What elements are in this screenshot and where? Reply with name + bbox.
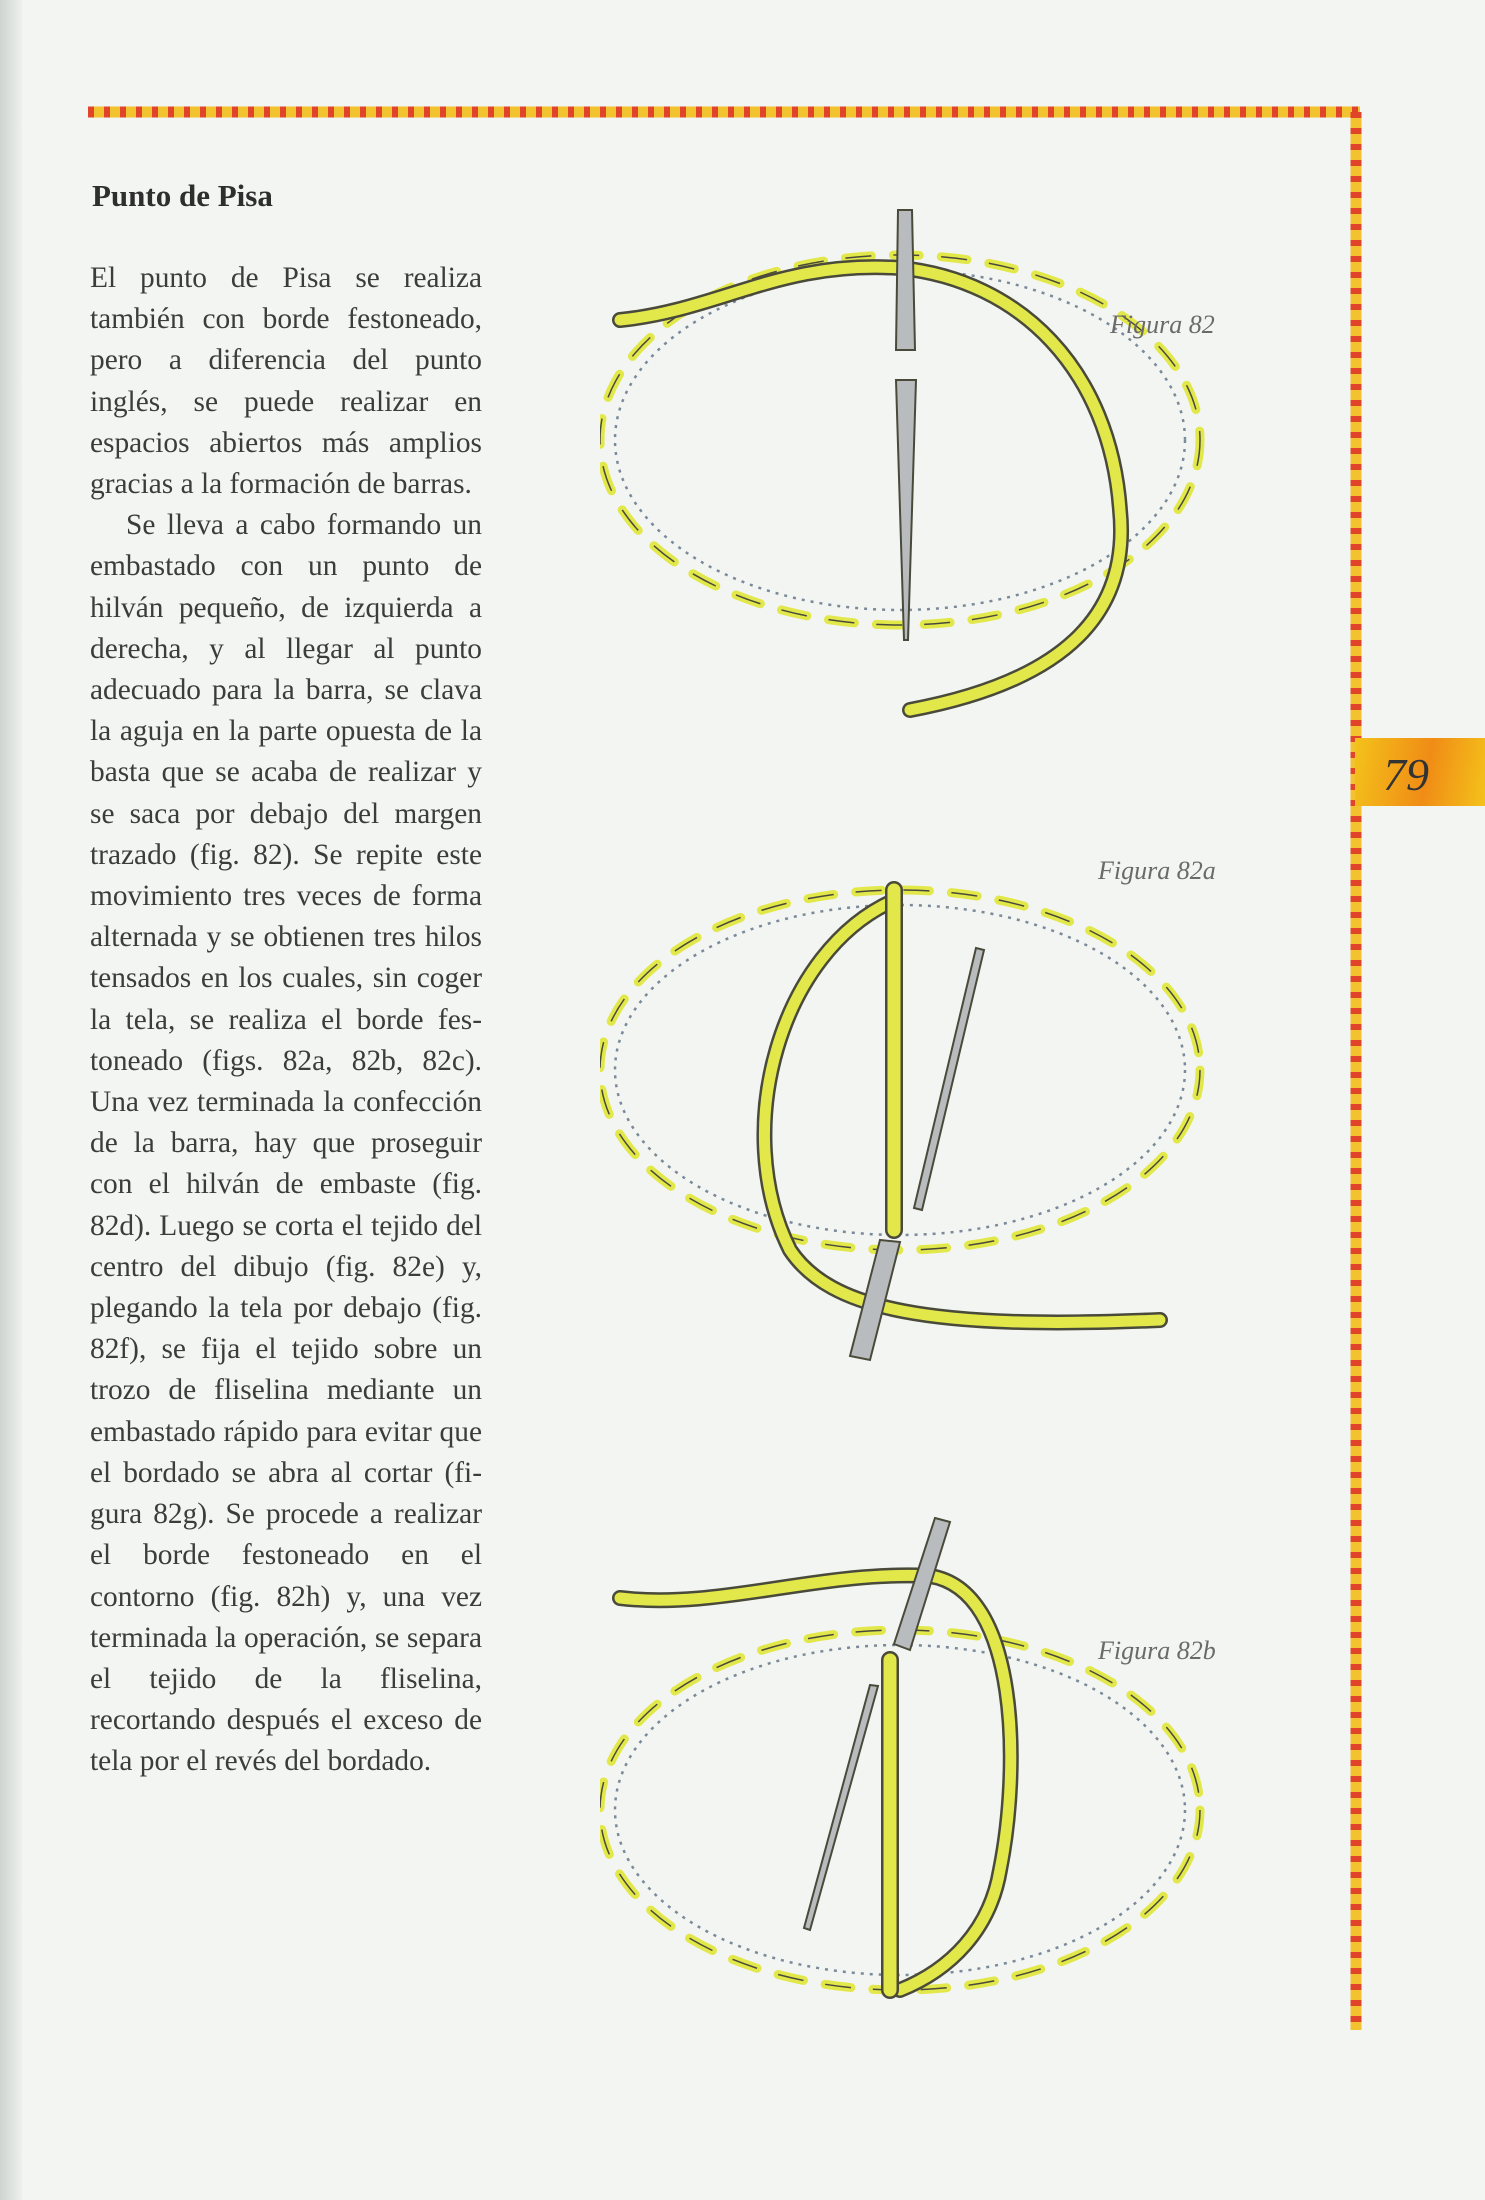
figure-82a-illustration <box>600 870 1220 1390</box>
figure-82b-illustration <box>600 1510 1220 2030</box>
body-text <box>90 258 482 1783</box>
figure-82-label: Figura 82 <box>1110 310 1215 339</box>
paragraph-1: El punto de Pisa se realiza también con borde festoneado, pero a diferencia del punto inglés, se puede realizar en espacios abiertos más amplios gracias a la formación de barras. <box>90 262 482 501</box>
figure-82a-label: Figura 82a <box>1098 856 1216 885</box>
figure-82b-label: Figura 82b <box>1098 1636 1216 1665</box>
section-title: Punto de Pisa <box>92 178 273 213</box>
figure-82-illustration <box>600 190 1220 750</box>
page-number: 79 <box>1383 749 1429 800</box>
paragraph-2: Se lleva a cabo formando un embastado con un punto de hilván pequeño, de izquierda a derecha, y al llegar al punto adecuado para la barra, se clava la aguja en la parte opuesta de la basta que se acaba de realizar y se saca por debajo del margen trazado (fig. 82). Se repite este movimiento tres veces de forma alternada y se obtienen tres hilos tensados en los cuales, sin coger la tela, se realiza el borde festoneado (figs. 82a, 82b, 82c). Una vez terminada la confección de la barra, hay que proseguir con el hilván de embaste (fig. 82d). Luego se corta el tejido del centro del dibujo (fig. 82e) y, plegando la tela por debajo (fig. 82f), se fija el tejido sobre un trozo de fliselina mediante un embastado rápido para evitar que el bordado se abra al cortar (figura 82g). Se procede a realizar el borde festoneado en el contorno (fig. 82h) y, una vez terminada la operación, se separa el tejido de la fliselina, recortando después el exceso de tela por el revés del bordado. <box>90 509 482 1778</box>
